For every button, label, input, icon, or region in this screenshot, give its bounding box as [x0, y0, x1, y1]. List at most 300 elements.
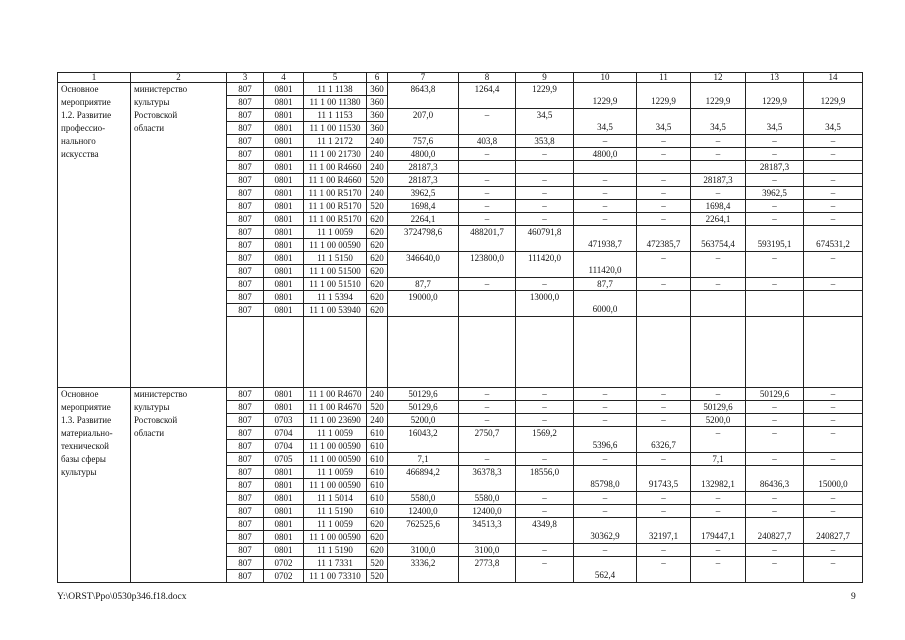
target-article-code-cell: 11 1 5190 [304, 505, 367, 518]
table-row [58, 388, 863, 401]
year-amount-cell [574, 161, 637, 174]
executor-line: Ростовской [134, 110, 178, 120]
admin-code-cell: 807 [227, 122, 264, 135]
section-code-cell: 0801 [264, 213, 304, 226]
total-amount-cell: 3724798,6 [388, 226, 459, 239]
target-article-code-cell: 11 1 5014 [304, 492, 367, 505]
year-amount-cell: 2750,7 [459, 427, 516, 440]
year-amount-cell: 179447,1 [691, 531, 746, 544]
executor-line: области [134, 428, 165, 438]
year-amount-cell: 15000,0 [804, 479, 863, 492]
expense-type-code-cell: 610 [367, 492, 388, 505]
section-code-cell: 0704 [264, 427, 304, 440]
column-number-13: 13 [746, 73, 804, 83]
year-amount-cell [746, 466, 804, 479]
year-amount-cell: – [746, 505, 804, 518]
executor-line: министерство [134, 389, 188, 399]
year-amount-cell: – [804, 148, 863, 161]
target-article-code-cell: 11 1 1138 [304, 83, 367, 96]
year-amount-cell [516, 265, 574, 278]
table-header [58, 73, 863, 83]
year-amount-cell: 18556,0 [516, 466, 574, 479]
year-amount-cell [574, 252, 637, 265]
section-code-cell: 0801 [264, 265, 304, 278]
column-number-row [58, 73, 863, 83]
measure-name-line: технической [61, 441, 109, 451]
year-amount-cell: 6000,0 [574, 304, 637, 317]
expense-type-code-cell: 240 [367, 187, 388, 200]
section-code-cell: 0801 [264, 291, 304, 304]
year-amount-cell: – [637, 414, 691, 427]
year-amount-cell: – [459, 388, 516, 401]
table-row [58, 83, 863, 96]
year-amount-cell [459, 122, 516, 135]
year-amount-cell [804, 161, 863, 174]
year-amount-cell: – [637, 135, 691, 148]
year-amount-cell: – [637, 544, 691, 557]
section-code-cell: 0801 [264, 505, 304, 518]
year-amount-cell: 1229,9 [516, 83, 574, 96]
year-amount-cell: – [746, 414, 804, 427]
year-amount-cell: – [516, 492, 574, 505]
year-amount-cell: 472385,7 [637, 239, 691, 252]
year-amount-cell: – [804, 213, 863, 226]
year-amount-cell: – [574, 453, 637, 466]
total-amount-cell [388, 304, 459, 317]
section-code-cell: 0801 [264, 122, 304, 135]
year-amount-cell: – [746, 213, 804, 226]
year-amount-cell: – [459, 148, 516, 161]
year-amount-cell: 85798,0 [574, 479, 637, 492]
year-amount-cell: – [637, 401, 691, 414]
year-amount-cell: 36378,3 [459, 466, 516, 479]
year-amount-cell: – [637, 505, 691, 518]
total-amount-cell: 50129,6 [388, 401, 459, 414]
total-amount-cell: 2264,1 [388, 213, 459, 226]
year-amount-cell: – [516, 388, 574, 401]
year-amount-cell: – [746, 492, 804, 505]
admin-code-cell: 807 [227, 226, 264, 239]
year-amount-cell [637, 109, 691, 122]
year-amount-cell [516, 122, 574, 135]
admin-code-cell: 807 [227, 570, 264, 583]
year-amount-cell [804, 570, 863, 583]
column-number-14: 14 [804, 73, 863, 83]
year-amount-cell [637, 466, 691, 479]
admin-code-cell: 807 [227, 492, 264, 505]
section-code-cell: 0801 [264, 518, 304, 531]
year-amount-cell [459, 304, 516, 317]
expense-type-code-cell: 520 [367, 570, 388, 583]
admin-code-cell: 807 [227, 479, 264, 492]
year-amount-cell [804, 226, 863, 239]
year-amount-cell: – [637, 252, 691, 265]
year-amount-cell: – [804, 492, 863, 505]
year-amount-cell [574, 226, 637, 239]
admin-code-cell: 807 [227, 518, 264, 531]
year-amount-cell: – [804, 278, 863, 291]
column-number-5: 5 [304, 73, 367, 83]
year-amount-cell: – [804, 414, 863, 427]
column-number-9: 9 [516, 73, 574, 83]
year-amount-cell [459, 440, 516, 453]
measure-name-line: 1.2. Развитие [61, 110, 112, 120]
year-amount-cell: 50129,6 [746, 388, 804, 401]
year-amount-cell [516, 304, 574, 317]
year-amount-cell [574, 291, 637, 304]
year-amount-cell [574, 427, 637, 440]
target-article-code-cell: 11 1 00 R4670 [304, 388, 367, 401]
section-code-cell: 0801 [264, 239, 304, 252]
target-article-code-cell: 11 1 00 R5170 [304, 187, 367, 200]
year-amount-cell: – [804, 401, 863, 414]
year-amount-cell: – [459, 187, 516, 200]
year-amount-cell [691, 291, 746, 304]
year-amount-cell: – [637, 453, 691, 466]
target-article-code-cell: 11 1 00 11530 [304, 122, 367, 135]
year-amount-cell: – [637, 187, 691, 200]
total-amount-cell: 346640,0 [388, 252, 459, 265]
section-code-cell: 0801 [264, 252, 304, 265]
year-amount-cell [637, 304, 691, 317]
year-amount-cell [459, 239, 516, 252]
total-amount-cell: 1698,4 [388, 200, 459, 213]
executor-line: области [134, 123, 165, 133]
measure-name-line: материально- [61, 428, 113, 438]
expense-type-code-cell: 240 [367, 388, 388, 401]
year-amount-cell [691, 518, 746, 531]
year-amount-cell: – [574, 174, 637, 187]
admin-code-cell: 807 [227, 213, 264, 226]
admin-code-cell: 807 [227, 135, 264, 148]
year-amount-cell [691, 265, 746, 278]
section-code-cell: 0801 [264, 479, 304, 492]
section-code-cell: 0801 [264, 388, 304, 401]
expense-type-code-cell: 620 [367, 291, 388, 304]
executor-line: министерство [134, 84, 188, 94]
year-amount-cell [691, 161, 746, 174]
target-article-code-cell: 11 1 00 11380 [304, 96, 367, 109]
year-amount-cell: 1698,4 [691, 200, 746, 213]
year-amount-cell: – [516, 148, 574, 161]
year-amount-cell: – [574, 544, 637, 557]
year-amount-cell [746, 109, 804, 122]
section-code-cell: 0801 [264, 148, 304, 161]
year-amount-cell [459, 96, 516, 109]
admin-code-cell: 807 [227, 544, 264, 557]
admin-code-cell: 807 [227, 83, 264, 96]
target-article-code-cell: 11 1 5150 [304, 252, 367, 265]
section-code-cell: 0801 [264, 226, 304, 239]
total-amount-cell: 28187,3 [388, 174, 459, 187]
year-amount-cell: 86436,3 [746, 479, 804, 492]
expense-type-code-cell: 610 [367, 427, 388, 440]
total-amount-cell: 3100,0 [388, 544, 459, 557]
year-amount-cell: – [637, 492, 691, 505]
year-amount-cell: – [746, 252, 804, 265]
year-amount-cell [804, 265, 863, 278]
year-amount-cell: 13000,0 [516, 291, 574, 304]
year-amount-cell: 6326,7 [637, 440, 691, 453]
year-amount-cell: 593195,1 [746, 239, 804, 252]
year-amount-cell: – [804, 427, 863, 440]
year-amount-cell [746, 291, 804, 304]
year-amount-cell: – [574, 505, 637, 518]
year-amount-cell [516, 531, 574, 544]
year-amount-cell: – [459, 109, 516, 122]
expense-type-code-cell: 620 [367, 304, 388, 317]
year-amount-cell: 1229,9 [637, 96, 691, 109]
year-amount-cell: – [516, 213, 574, 226]
total-amount-cell [388, 570, 459, 583]
total-amount-cell: 19000,0 [388, 291, 459, 304]
year-amount-cell: 111420,0 [574, 265, 637, 278]
year-amount-cell [746, 265, 804, 278]
section-code-cell: 0801 [264, 304, 304, 317]
year-amount-cell: 471938,7 [574, 239, 637, 252]
year-amount-cell: 5396,6 [574, 440, 637, 453]
year-amount-cell [804, 466, 863, 479]
year-amount-cell: – [746, 278, 804, 291]
year-amount-cell: – [459, 453, 516, 466]
year-amount-cell [804, 291, 863, 304]
year-amount-cell: – [691, 135, 746, 148]
expense-type-code-cell: 240 [367, 135, 388, 148]
year-amount-cell [691, 226, 746, 239]
year-amount-cell: – [691, 388, 746, 401]
target-article-code-cell: 11 1 5190 [304, 544, 367, 557]
year-amount-cell: – [516, 505, 574, 518]
target-article-code-cell: 11 1 00 00590 [304, 531, 367, 544]
year-amount-cell [516, 440, 574, 453]
year-amount-cell: 1229,9 [691, 96, 746, 109]
target-article-code-cell: 11 1 0059 [304, 466, 367, 479]
total-amount-cell: 87,7 [388, 278, 459, 291]
year-amount-cell: 34,5 [516, 109, 574, 122]
section-code-cell: 0801 [264, 161, 304, 174]
year-amount-cell: – [574, 213, 637, 226]
year-amount-cell [746, 518, 804, 531]
year-amount-cell: 32197,1 [637, 531, 691, 544]
expense-type-code-cell: 610 [367, 479, 388, 492]
admin-code-cell: 807 [227, 453, 264, 466]
year-amount-cell: 240827,7 [804, 531, 863, 544]
target-article-code-cell: 11 1 00 73310 [304, 570, 367, 583]
total-amount-cell [388, 479, 459, 492]
year-amount-cell: 34,5 [746, 122, 804, 135]
expense-type-code-cell: 620 [367, 226, 388, 239]
section-code-cell: 0801 [264, 96, 304, 109]
target-article-code-cell: 11 1 00 53940 [304, 304, 367, 317]
year-amount-cell [516, 96, 574, 109]
year-amount-cell: – [637, 200, 691, 213]
expense-type-code-cell: 610 [367, 440, 388, 453]
year-amount-cell: – [459, 174, 516, 187]
year-amount-cell: 2773,8 [459, 557, 516, 570]
measure-name-cell [58, 83, 131, 388]
admin-code-cell: 807 [227, 440, 264, 453]
empty-cell [746, 317, 804, 388]
target-article-code-cell: 11 1 0059 [304, 226, 367, 239]
year-amount-cell [691, 466, 746, 479]
year-amount-cell: – [459, 200, 516, 213]
empty-cell [367, 317, 388, 388]
section-code-cell: 0801 [264, 401, 304, 414]
total-amount-cell: 16043,2 [388, 427, 459, 440]
year-amount-cell: – [691, 544, 746, 557]
total-amount-cell [388, 265, 459, 278]
admin-code-cell: 807 [227, 200, 264, 213]
year-amount-cell: – [691, 492, 746, 505]
year-amount-cell: – [804, 544, 863, 557]
year-amount-cell: 91743,5 [637, 479, 691, 492]
year-amount-cell [637, 226, 691, 239]
expense-type-code-cell: 520 [367, 174, 388, 187]
table-body [58, 83, 863, 583]
admin-code-cell: 807 [227, 505, 264, 518]
year-amount-cell [691, 304, 746, 317]
admin-code-cell: 807 [227, 96, 264, 109]
total-amount-cell [388, 239, 459, 252]
total-amount-cell: 5200,0 [388, 414, 459, 427]
empty-cell [574, 317, 637, 388]
admin-code-cell: 807 [227, 278, 264, 291]
page-number: 9 [851, 592, 856, 602]
year-amount-cell: – [804, 200, 863, 213]
year-amount-cell: 1229,9 [574, 96, 637, 109]
year-amount-cell [637, 161, 691, 174]
expense-type-code-cell: 620 [367, 531, 388, 544]
year-amount-cell: – [516, 544, 574, 557]
year-amount-cell: – [637, 557, 691, 570]
year-amount-cell: 5200,0 [691, 414, 746, 427]
target-article-code-cell: 11 1 00 R4660 [304, 174, 367, 187]
year-amount-cell: – [637, 174, 691, 187]
target-article-code-cell: 11 1 00 51500 [304, 265, 367, 278]
year-amount-cell: 111420,0 [516, 252, 574, 265]
target-article-code-cell: 11 1 00 R4670 [304, 401, 367, 414]
year-amount-cell [746, 440, 804, 453]
year-amount-cell: – [516, 453, 574, 466]
total-amount-cell: 4800,0 [388, 148, 459, 161]
year-amount-cell [459, 479, 516, 492]
year-amount-cell: 353,8 [516, 135, 574, 148]
target-article-code-cell: 11 1 00 00590 [304, 479, 367, 492]
expense-type-code-cell: 240 [367, 161, 388, 174]
admin-code-cell: 807 [227, 401, 264, 414]
empty-cell [637, 317, 691, 388]
year-amount-cell: 87,7 [574, 278, 637, 291]
admin-code-cell: 807 [227, 557, 264, 570]
section-code-cell: 0801 [264, 174, 304, 187]
year-amount-cell: – [691, 427, 746, 440]
total-amount-cell: 762525,6 [388, 518, 459, 531]
expense-type-code-cell: 610 [367, 453, 388, 466]
year-amount-cell: – [746, 544, 804, 557]
section-code-cell: 0702 [264, 557, 304, 570]
year-amount-cell: 123800,0 [459, 252, 516, 265]
total-amount-cell: 5580,0 [388, 492, 459, 505]
year-amount-cell: 7,1 [691, 453, 746, 466]
total-amount-cell: 12400,0 [388, 505, 459, 518]
year-amount-cell: 3962,5 [746, 187, 804, 200]
column-number-11: 11 [637, 73, 691, 83]
year-amount-cell: – [804, 388, 863, 401]
year-amount-cell [804, 304, 863, 317]
year-amount-cell: 1229,9 [746, 96, 804, 109]
year-amount-cell [691, 83, 746, 96]
measure-name-line: культуры [61, 467, 97, 477]
admin-code-cell: 807 [227, 388, 264, 401]
year-amount-cell: – [746, 174, 804, 187]
year-amount-cell [459, 570, 516, 583]
year-amount-cell: 562,4 [574, 570, 637, 583]
expense-type-code-cell: 620 [367, 213, 388, 226]
year-amount-cell [746, 570, 804, 583]
year-amount-cell [691, 109, 746, 122]
year-amount-cell: 1229,9 [804, 96, 863, 109]
year-amount-cell: 4349,8 [516, 518, 574, 531]
expense-type-code-cell: 620 [367, 518, 388, 531]
section-code-cell: 0801 [264, 83, 304, 96]
target-article-code-cell: 11 1 00 R5170 [304, 213, 367, 226]
measure-name-cell [58, 388, 131, 583]
year-amount-cell: – [574, 492, 637, 505]
year-amount-cell [637, 265, 691, 278]
measure-name-line: базы сферы [61, 454, 106, 464]
year-amount-cell: 34,5 [691, 122, 746, 135]
executor-cell [131, 388, 227, 583]
year-amount-cell [804, 109, 863, 122]
year-amount-cell [459, 291, 516, 304]
column-number-12: 12 [691, 73, 746, 83]
year-amount-cell [637, 427, 691, 440]
executor-line: Ростовской [134, 415, 178, 425]
year-amount-cell [516, 239, 574, 252]
year-amount-cell: 34513,3 [459, 518, 516, 531]
year-amount-cell: – [459, 414, 516, 427]
empty-cell [459, 317, 516, 388]
year-amount-cell: – [746, 200, 804, 213]
year-amount-cell [746, 226, 804, 239]
year-amount-cell: 674531,2 [804, 239, 863, 252]
section-code-cell: 0704 [264, 440, 304, 453]
year-amount-cell: 12400,0 [459, 505, 516, 518]
expense-type-code-cell: 240 [367, 148, 388, 161]
year-amount-cell: – [574, 200, 637, 213]
year-amount-cell [804, 83, 863, 96]
year-amount-cell: 28187,3 [746, 161, 804, 174]
empty-cell [804, 317, 863, 388]
year-amount-cell: – [804, 453, 863, 466]
measure-name-line: 1.3. Развитие [61, 415, 112, 425]
executor-line: культуры [134, 97, 170, 107]
admin-code-cell: 807 [227, 427, 264, 440]
column-number-4: 4 [264, 73, 304, 83]
year-amount-cell [637, 570, 691, 583]
column-number-3: 3 [227, 73, 264, 83]
year-amount-cell: – [574, 414, 637, 427]
total-amount-cell: 3962,5 [388, 187, 459, 200]
executor-cell [131, 83, 227, 388]
expense-type-code-cell: 360 [367, 122, 388, 135]
target-article-code-cell: 11 1 1153 [304, 109, 367, 122]
measure-name-line: Основное [61, 389, 99, 399]
column-number-7: 7 [388, 73, 459, 83]
expense-type-code-cell: 620 [367, 252, 388, 265]
total-amount-cell [388, 440, 459, 453]
admin-code-cell: 807 [227, 304, 264, 317]
